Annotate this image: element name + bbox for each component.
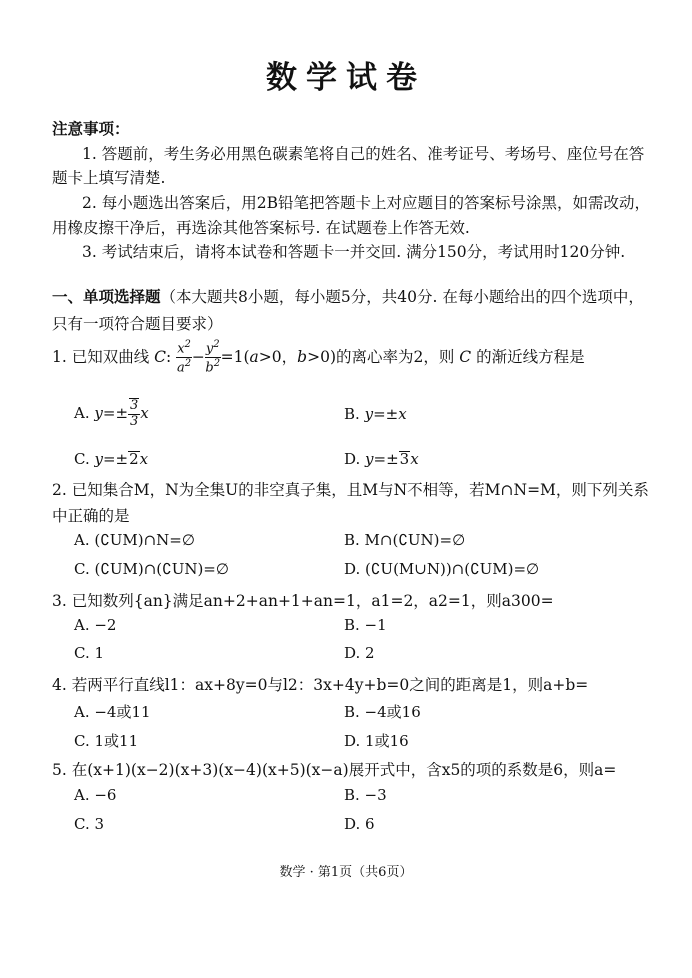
q2-option-a[interactable]: A. (∁UM)∩N=∅ [74,531,195,549]
q1-frac-y: $\frac{y^2}{b^2}$ [205,339,221,376]
notice-item-3: 3. 考试结束后，请将本试卷和答题卡一并交回. 满分150分，考试用时120分钟. [82,243,626,261]
page-title: 数学试卷 [266,60,426,96]
q5-option-a[interactable]: A. −6 [74,786,117,804]
q1-prefix: 1. 已知双曲线 [52,347,150,366]
section-1-desc: （本大题共8小题，每小题5分，共40分. 在每小题给出的四个选项中， [160,288,644,306]
question-4-stem: 4. 若两平行直线l1：ax+8y=0与l2：3x+4y+b=0之间的距离是1，则a+b= [52,676,589,694]
section-1-desc-cont: 只有一项符合题目要求） [52,315,223,333]
q4-option-d[interactable]: D. 1或16 [344,732,409,750]
q5-option-d[interactable]: D. 6 [344,815,375,833]
q1-option-c[interactable]: C. y=±2x [74,450,149,468]
q3-option-b[interactable]: B. −1 [344,616,387,634]
q2-option-c[interactable]: C. (∁UM)∩(∁UN)=∅ [74,560,229,578]
q1-suffix: 的离心率为2，则 [336,347,455,366]
notice-heading: 注意事项： [52,119,130,138]
question-5-stem: 5. 在(x+1)(x−2)(x+3)(x−4)(x+5)(x−a)展开式中，含x5的项的系数是6，则a= [52,761,617,779]
notice-item-2: 2. 每小题选出答案后，用2B铅笔把答题卡上对应题目的答案标号涂黑，如需改动， [82,194,650,212]
q5-option-b[interactable]: B. −3 [344,786,387,804]
q3-option-d[interactable]: D. 2 [344,644,375,662]
q1-end: 的渐近线方程是 [476,347,585,366]
question-1-stem: 1. 已知双曲线 C: $\frac{x^2}{a^2}$ − $\frac{y^2}{b^2}$ =1(a>0，b>0)的离心率为2，则 C 的渐近线方程是 [52,339,585,376]
question-2-stem-cont: 中正确的是 [52,507,130,525]
q1-option-d[interactable]: D. y=±3x [344,450,419,468]
q3-option-a[interactable]: A. −2 [74,616,117,634]
notice-item-2-cont: 用橡皮擦干净后，再选涂其他答案标号. 在试题卷上作答无效. [52,219,470,237]
q3-option-c[interactable]: C. 1 [74,644,105,662]
q1-option-a[interactable]: A. y=± $\frac{3}{3}$ x [74,398,149,429]
section-1-header [52,285,644,307]
q4-option-b[interactable]: B. −4或16 [344,703,421,721]
q1-option-b[interactable]: B. y=±x [344,405,407,423]
notice-item-1-cont: 题卡上填写清楚. [52,169,166,187]
q2-option-b[interactable]: B. M∩(∁UN)=∅ [344,531,466,549]
question-2-stem: 2. 已知集合M，N为全集U的非空真子集，且M与N不相等，若M∩N=M，则下列关系 [52,481,649,499]
page-footer: 数学 · 第1页（共6页） [279,865,413,880]
q4-option-a[interactable]: A. −4或11 [74,703,151,721]
q2-option-d[interactable]: D. (∁U(M∪N))∩(∁UM)=∅ [344,560,540,578]
q1-frac-x: $\frac{x^2}{a^2}$ [176,339,192,376]
q4-option-c[interactable]: C. 1或11 [74,732,139,750]
section-1-heading: 一、单项选择题 [52,287,161,306]
q5-option-c[interactable]: C. 3 [74,815,105,833]
notice-item-1: 1. 答题前，考生务必用黑色碳素笔将自己的姓名、准考证号、考场号、座位号在答 [82,145,645,163]
question-3-stem: 3. 已知数列{an}满足an+2+an+1+an=1，a1=2，a2=1，则a300= [52,592,554,610]
